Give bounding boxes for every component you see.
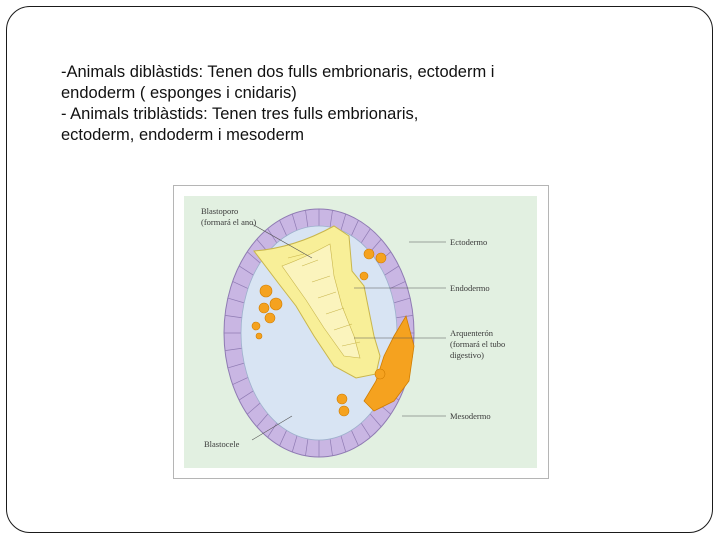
label-blastocele: Blastocele bbox=[204, 439, 240, 449]
text-line-diblastic: -Animals diblàstids: Tenen dos fulls embrionaris, ectoderm i bbox=[61, 63, 495, 81]
svg-text:Blastoporo bbox=[201, 206, 238, 216]
slide-text bbox=[61, 62, 621, 146]
text-line-triblastic: - Animals triblàstids: Tenen tres fulls embrionaris, bbox=[61, 105, 419, 123]
label-blastoporo: Blastoporo bbox=[201, 206, 239, 216]
label-arquenteron-note2: digestivo) bbox=[450, 350, 484, 360]
svg-text:Blastocele bbox=[204, 439, 240, 449]
svg-text:Endodermo bbox=[450, 283, 490, 293]
label-mesodermo: Mesodermo bbox=[450, 411, 491, 421]
figure-background bbox=[184, 196, 537, 468]
gastrula-figure bbox=[173, 185, 549, 479]
svg-text:Ectodermo bbox=[450, 237, 487, 247]
text-line-triblastic-layers: ectoderm, endoderm i mesoderm bbox=[61, 126, 305, 144]
svg-text:Arquenterón bbox=[450, 328, 494, 338]
text-line-diblastic-examples: endoderm ( esponges i cnidaris) bbox=[61, 84, 297, 102]
svg-text:(formará el tubo bbox=[450, 339, 505, 349]
label-arquenteron: Arquenterón bbox=[450, 328, 493, 338]
label-ectodermo: Ectodermo bbox=[450, 237, 488, 247]
gastrula-diagram bbox=[184, 196, 537, 468]
label-arquenteron-note1: (formará el tubo bbox=[450, 339, 506, 349]
svg-text:Mesodermo bbox=[450, 411, 491, 421]
svg-text:(formará el ano) bbox=[201, 217, 256, 227]
label-endodermo: Endodermo bbox=[450, 283, 490, 293]
label-blastoporo-note: (formará el ano) bbox=[201, 217, 257, 227]
svg-text:digestivo) bbox=[450, 350, 484, 360]
